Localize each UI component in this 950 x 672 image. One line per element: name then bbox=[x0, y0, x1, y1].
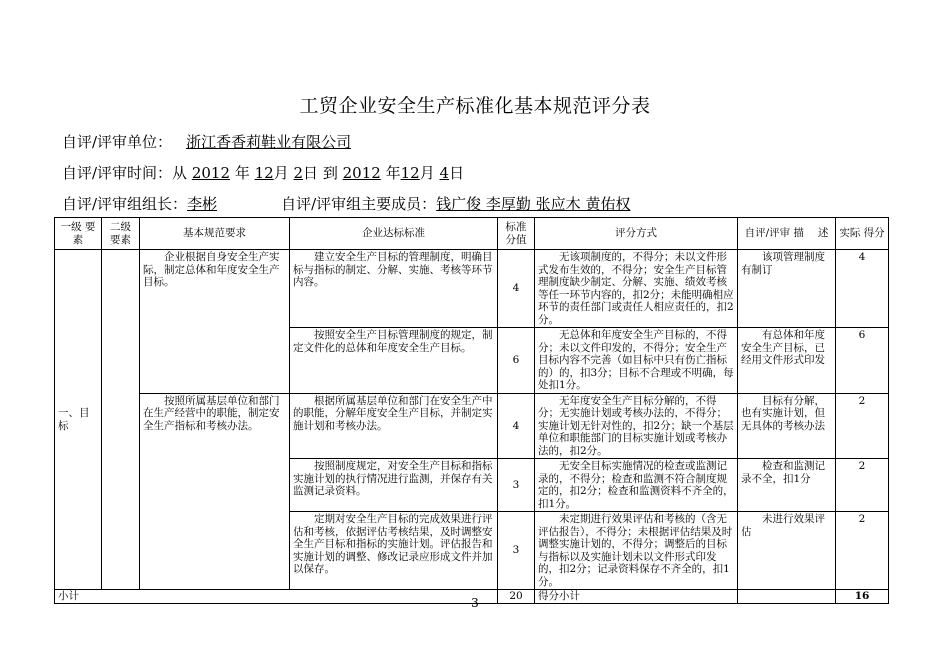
header-enterprise-std: 企业达标标准 bbox=[290, 218, 498, 250]
standard-cell: 根据所属基层单位和部门在安全生产中的职能，分解年度安全生产目标，并制定实施计划和考核办法。 bbox=[290, 393, 498, 459]
method-cell: 无安全目标实施情况的检查或监测记录的，不得分；检查和监测不符合制度规定的，扣2分；检查和监测资料不齐全的，扣1分。 bbox=[535, 459, 738, 512]
method-cell: 无年度安全生产目标分解的，不得分；无实施计划或考核办法的，不得分；实施计划无针对性的，扣2分；缺一个基层单位和职能部门的目标实施计划或考核办法的，扣2分。 bbox=[535, 393, 738, 459]
method-cell: 无总体和年度安全生产目标的，不得分；未以文件印发的，不得分；安全生产目标内容不完善（如目标中只有伤亡指标的）的，扣3分；目标不合理或不明确，每处扣1分。 bbox=[535, 328, 738, 394]
header-method: 评分方式 bbox=[535, 218, 738, 250]
start-year: 2012 bbox=[191, 164, 231, 182]
end-year: 2012 bbox=[342, 164, 381, 182]
year-word: 年 bbox=[234, 164, 250, 182]
table-row bbox=[55, 393, 889, 459]
page-title: 工贸企业安全生产标准化基本规范评分表 bbox=[299, 95, 651, 117]
leader-line bbox=[62, 193, 630, 214]
header-level2: 二级 要素 bbox=[102, 218, 140, 250]
end-month: 12 bbox=[400, 164, 420, 182]
leader-label: 自评/评审组组长： bbox=[62, 195, 188, 213]
month-word: 月 bbox=[273, 164, 289, 182]
basic-req-2: 按照所属基层单位和部门在生产经营中的职能，制定安全生产指标和考核办法。 bbox=[140, 393, 290, 590]
unit-value: 浙江香香莉鞋业有限公司 bbox=[186, 133, 352, 151]
standard-cell: 按照安全生产目标管理制度的规定，制定文件化的总体和年度安全生产目标。 bbox=[290, 328, 498, 394]
std-score-cell: 6 bbox=[498, 328, 535, 394]
subtotal-score: 20 bbox=[498, 590, 535, 604]
actual-score-cell: 2 bbox=[836, 512, 889, 590]
header-level1: 一级 要素 bbox=[55, 218, 102, 250]
desc-cell: 目标有分解，也有实施计划，但无具体的考核办法 bbox=[738, 393, 836, 459]
year-word-2: 年 bbox=[385, 164, 401, 182]
desc-cell: 未进行效果评估 bbox=[738, 512, 836, 590]
standard-cell: 按照制度规定，对安全生产目标和指标实施计划的执行情况进行监测，并保存有关监测记录资料。 bbox=[290, 459, 498, 512]
header-std-score: 标准 分值 bbox=[498, 218, 535, 250]
unit-label: 自评/评审单位： bbox=[62, 133, 173, 151]
element-cell: 一、目标 bbox=[55, 250, 102, 590]
day-word: 日 bbox=[303, 164, 319, 182]
sub-element-cell bbox=[102, 250, 140, 590]
time-line bbox=[62, 162, 464, 183]
day-word-2: 日 bbox=[449, 164, 465, 182]
header-basic-req: 基本规范要求 bbox=[140, 218, 290, 250]
method-cell: 无该项制度的，不得分；未以文件形式发布生效的，不得分；安全生产目标管理制度缺少制定、分解、实施、绩效考核等任一环节内容的，扣2分；未能明确相应环节的责任部门或责任人相应责任的，扣2分。 bbox=[535, 250, 738, 328]
members-value: 钱广俊 李厚勤 张应木 黄佑权 bbox=[436, 195, 631, 213]
start-day: 2 bbox=[293, 164, 304, 182]
members-label: 自评/评审组主要成员： bbox=[281, 195, 437, 213]
method-cell: 未定期进行效果评估和考核的（含无评估报告），不得分；未根据评估结果及时调整实施计划的，不得分；调整后的目标与指标以及实施计划未以文件形式印发的，扣2分；记录资料保存不齐全的，扣1分。 bbox=[535, 512, 738, 590]
leader-value: 李彬 bbox=[187, 195, 218, 213]
table-row bbox=[55, 250, 889, 328]
subtotal-label: 小计 bbox=[55, 590, 498, 604]
header-actual-score: 实际 得分 bbox=[836, 218, 889, 250]
actual-score-cell: 4 bbox=[836, 250, 889, 328]
standard-cell: 定期对安全生产目标的完成效果进行评估和考核，依据评估考核结果，及时调整安全生产目标和指标的实施计划。评估报告和实施计划的调整、修改记录应形成文件并加以保存。 bbox=[290, 512, 498, 590]
std-score-cell: 3 bbox=[498, 459, 535, 512]
subtotal-actual: 16 bbox=[836, 590, 889, 604]
desc-cell: 有总体和年度安全生产目标，已经用文件形式印发 bbox=[738, 328, 836, 394]
std-score-cell: 4 bbox=[498, 250, 535, 328]
time-label: 自评/评审时间：从 bbox=[62, 164, 188, 182]
header-review-desc: 自评/评审 描 述 bbox=[738, 218, 836, 250]
to-word: 到 bbox=[322, 164, 338, 182]
unit-line bbox=[62, 131, 361, 152]
actual-score-cell: 2 bbox=[836, 459, 889, 512]
subtotal-score-label: 得分小计 bbox=[535, 590, 738, 604]
std-score-cell: 4 bbox=[498, 393, 535, 459]
month-word-2: 月 bbox=[419, 164, 435, 182]
start-month: 12 bbox=[254, 164, 274, 182]
table-header-row bbox=[55, 218, 889, 250]
basic-req-1: 企业根据自身安全生产实际，制定总体和年度安全生产目标。 bbox=[140, 250, 290, 394]
score-table bbox=[54, 217, 889, 604]
desc-cell: 检查和监测记录不全，扣1分 bbox=[738, 459, 836, 512]
actual-score-cell: 2 bbox=[836, 393, 889, 459]
end-day: 4 bbox=[439, 164, 450, 182]
standard-cell: 建立安全生产目标的管理制度，明确目标与指标的制定、分解、实施、考核等环节内容。 bbox=[290, 250, 498, 328]
std-score-cell: 3 bbox=[498, 512, 535, 590]
actual-score-cell: 6 bbox=[836, 328, 889, 394]
page-number: — 3 — bbox=[455, 596, 495, 610]
desc-cell: 该项管理制度有制订 bbox=[738, 250, 836, 328]
